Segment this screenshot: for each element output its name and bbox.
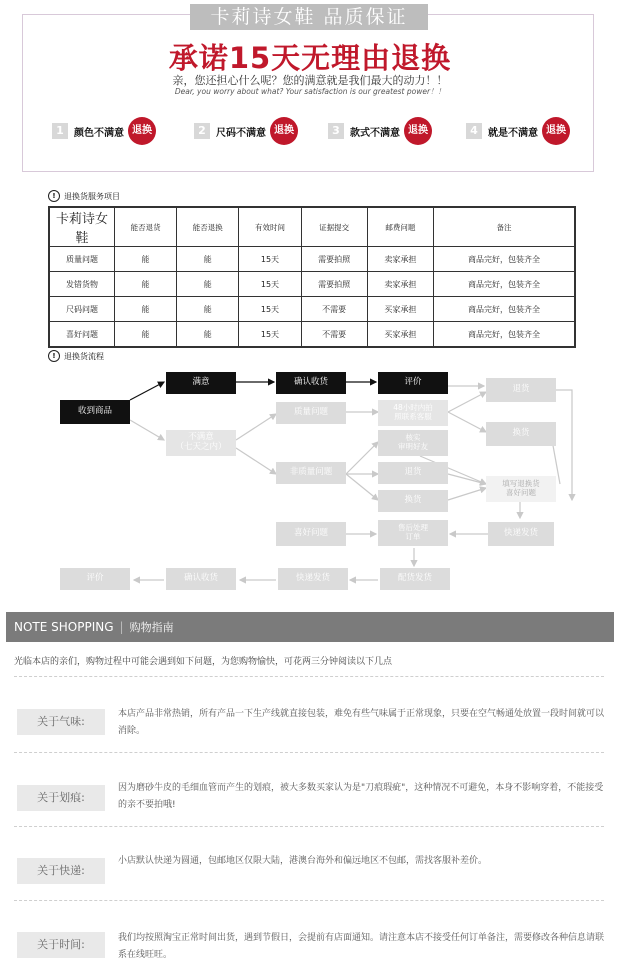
guide-text-scratch: 因为磨砂牛皮的毛细血管而产生的划痕，被大多数买家认为是"刀痕瑕疵"，这种情况不可避免，本身不影响穿着，不能接受的亲不要拍哦! [118,783,604,811]
guide-label-delivery: 关于快递: [17,858,105,884]
flow-section-title: ! 退换货流程 [48,350,104,362]
flow-received: 收到商品 [60,400,130,424]
return-badge: 退换 [270,117,298,145]
flow-confirm-receipt: 确认收货 [276,372,346,394]
flow-like-issue: 喜好问题 [276,522,346,546]
table-row: 喜好问题 能 能 15天 不需要 买家承担 商品完好，包装齐全 [49,322,575,348]
table-row: 尺码问题 能 能 15天 不需要 买家承担 商品完好，包装齐全 [49,297,575,322]
flow-store-handle: 售后处理 订单 [378,520,448,546]
guide-label-smell: 关于气味: [17,709,105,735]
guide-text-delivery: 小店默认快递为圆通，包邮地区仅限大陆，港澳台海外和偏远地区不包邮，需找客服补差价。 [118,856,488,866]
note-shopping-bar: NOTE SHOPPING | 购物指南 [6,612,614,642]
flow-nonquality-issue: 非质量问题 [276,462,346,484]
table-brand-cell: 卡莉诗女鞋 [49,207,115,247]
flow-satisfied: 满意 [166,372,236,394]
note-title: NOTE SHOPPING [14,620,114,634]
flow-unsatisfied: 不满意 （七天之内） [166,430,236,456]
flow-fill-form: 填写退换货 喜好问题 [486,476,556,502]
note-subtitle: 购物指南 [129,621,174,634]
return-promise-title: 承诺15天无理由退换 [168,41,452,75]
note-intro: 光临本店的亲们，购物过程中可能会遇到如下问题，为您购物愉快，可花两三分钟阅读以下几点 [14,657,393,667]
guide-label-time: 关于时间: [17,932,105,958]
reason-item: 2 尺码不满意 退换 [194,117,298,145]
flow-confirm-final: 确认收货 [166,568,236,590]
divider [14,752,604,753]
brand-banner: 卡莉诗女鞋 品质保证 [190,4,428,30]
table-row: 质量问题 能 能 15天 需要拍照 卖家承担 商品完好，包装齐全 [49,247,575,272]
flow-exchange: 换货 [378,490,448,512]
flow-quality-issue: 质量问题 [276,402,346,424]
guide-label-scratch: 关于划痕: [17,785,105,811]
flow-fast-ship: 快递发货 [488,522,554,546]
return-badge: 退换 [542,117,570,145]
flow-photo-contact: 48小时内拍 照联系客服 [378,400,448,426]
flow-exchange-right: 换货 [486,422,556,446]
reason-item: 1 颜色不满意 退换 [52,117,156,145]
return-badge: 退换 [404,117,432,145]
subtitle-en: Dear, you worry about what? Your satisfaction is our greatest power！！ [174,87,446,96]
flow-return: 退货 [378,462,448,484]
table-header-row: 卡莉诗女鞋 能否退货 能否退换 有效时间 证据提交 邮费问题 备注 [49,207,575,247]
table-row: 发错货物 能 能 15天 需要拍照 卖家承担 商品完好，包装齐全 [49,272,575,297]
service-section-title: ! 退换货服务项目 [48,190,120,202]
reason-item: 3 款式不满意 退换 [328,117,432,145]
flow-refund-right: 退货 [486,378,556,402]
flow-review: 评价 [378,372,448,394]
flow-dispatch: 配货发货 [380,568,450,590]
divider [14,826,604,827]
flow-fast-final: 快递发货 [278,568,348,590]
guide-text-smell: 本店产品非常热销，所有产品一下生产线就直接包装，难免有些气味属于正常现象，只要在空气畅通处放置一段时间就可以消除。 [118,709,605,737]
divider [14,900,604,901]
info-icon: ! [48,190,60,202]
divider [14,676,604,677]
flow-eval-final: 评价 [60,568,130,590]
return-badge: 退换 [128,117,156,145]
info-icon: ! [48,350,60,362]
subtitle-cn: 亲，您还担心什么呢？您的满意就是我们最大的动力！！ [172,74,448,87]
guide-text-time: 我们均按照淘宝正常时间出货，遇到节假日，会提前有店面通知。请注意本店不接受任何订单备注，需要修改各种信息请联系在线旺旺。 [118,933,605,961]
reason-item: 4 就是不满意 退换 [466,117,570,145]
flow-verify: 核实 审明好友 [378,430,448,456]
